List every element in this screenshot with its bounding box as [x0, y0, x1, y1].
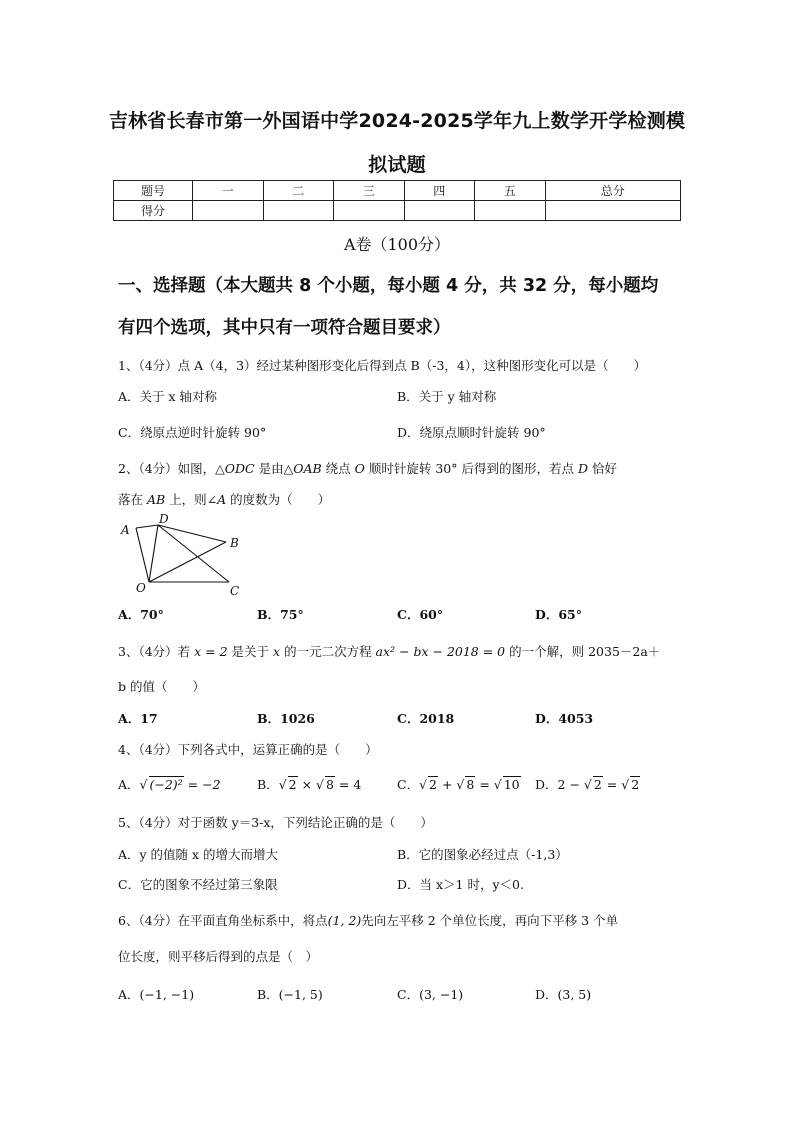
fig-label-o: O: [136, 581, 146, 595]
q3-option-a: A．17: [118, 711, 158, 726]
q2-option-b: B．75°: [257, 607, 304, 622]
fig-label-d: D: [159, 512, 169, 526]
q1-option-d: D．绕原点顺时针旋转 90°: [397, 425, 546, 440]
q4-option-b: B．√ 2 × √ 8 = 4: [257, 777, 362, 792]
q6-option-b: B．(−1, 5): [257, 987, 323, 1002]
q4-option-d: D．2 − √ 2 = √ 2: [535, 777, 640, 792]
score-cell: 一: [193, 181, 264, 201]
q6-stem-line-1: 6、（4分）在平面直角坐标系中，将点(1, 2)先向左平移 2 个单位长度，再向下平移 3 个单: [118, 913, 619, 928]
score-cell: 得分: [114, 201, 193, 221]
score-cell: [475, 201, 546, 221]
q4-option-c: C．√ 2 + √ 8 = √ 10: [397, 777, 520, 792]
q3-option-d: D．4053: [535, 711, 594, 726]
title-line-1: 吉林省长春市第一外国语中学2024-2025学年九上数学开学检测模: [108, 110, 686, 132]
q3-option-c: C．2018: [397, 711, 455, 726]
section-label: A卷（100分）: [343, 235, 451, 254]
part1-heading-line-2: 有四个选项，其中只有一项符合题目要求）: [118, 318, 451, 338]
score-cell: [334, 201, 405, 221]
q2-option-a: A．70°: [118, 607, 164, 622]
q2-stem-line-1: 2、（4分）如图，△ODC 是由△OAB 绕点 O 顺时针旋转 30° 后得到的图形，若点 D 恰好: [118, 461, 617, 476]
q1-stem: 1、（4分）点 A（4，3）经过某种图形变化后得到点 B（-3，4），这种图形变化可以是（ ）: [118, 358, 647, 373]
q5-option-c: C．它的图象不经过第三象限: [118, 877, 278, 892]
fig-label-c: C: [230, 584, 240, 598]
score-cell: 五: [475, 181, 546, 201]
score-cell: 四: [404, 181, 475, 201]
score-cell: [193, 201, 264, 221]
q2-stem-line-2: 落在 AB 上，则∠A 的度数为（ ）: [118, 492, 331, 507]
score-cell: [545, 201, 681, 221]
q6-option-a: A．(−1, −1): [118, 987, 195, 1002]
score-table-row-header: [114, 181, 681, 201]
score-cell: 三: [334, 181, 405, 201]
score-table-row-score: [114, 201, 681, 221]
q6-option-c: C．(3, −1): [397, 987, 464, 1002]
score-cell: [263, 201, 334, 221]
q4-stem: 4、（4分）下列各式中，运算正确的是（ ）: [118, 742, 378, 757]
q2-figure: [112, 512, 252, 602]
q3-stem-line-2: b 的值（ ）: [118, 679, 205, 694]
q1-option-b: B．关于 y 轴对称: [397, 389, 497, 404]
score-cell: 总分: [545, 181, 681, 201]
q2-option-d: D．65°: [535, 607, 582, 622]
q5-option-d: D．当 x＞1 时，y＜0.: [397, 877, 524, 892]
title-line-2: 拟试题: [368, 154, 426, 176]
score-cell: [404, 201, 475, 221]
q6-option-d: D．(3, 5): [535, 987, 592, 1002]
q2-option-c: C．60°: [397, 607, 444, 622]
part1-heading-line-1: 一、选择题（本大题共 8 个小题，每小题 4 分，共 32 分，每小题均: [118, 276, 659, 296]
q6-stem-line-2: 位长度，则平移后得到的点是（ ）: [118, 949, 319, 964]
q5-stem: 5、（4分）对于函数 y＝3-x，下列结论正确的是（ ）: [118, 815, 433, 830]
score-cell: 题号: [114, 181, 193, 201]
q5-option-b: B．它的图象必经过点（-1,3）: [397, 847, 568, 862]
score-cell: 二: [263, 181, 334, 201]
q3-option-b: B．1026: [257, 711, 315, 726]
score-table: [113, 180, 681, 221]
q1-option-a: A．关于 x 轴对称: [118, 389, 218, 404]
q3-stem-line-1: 3、（4分）若 x = 2 是关于 x 的一元二次方程 ax² − bx − 2018 = 0 的一个解，则 2035－2a＋: [118, 644, 661, 659]
fig-label-a: A: [121, 523, 130, 537]
q5-option-a: A．y 的值随 x 的增大而增大: [118, 847, 279, 862]
q4-option-a: A．√ (−2)² = −2: [118, 777, 221, 792]
fig-label-b: B: [230, 536, 239, 550]
q1-option-c: C．绕原点逆时针旋转 90°: [118, 425, 267, 440]
